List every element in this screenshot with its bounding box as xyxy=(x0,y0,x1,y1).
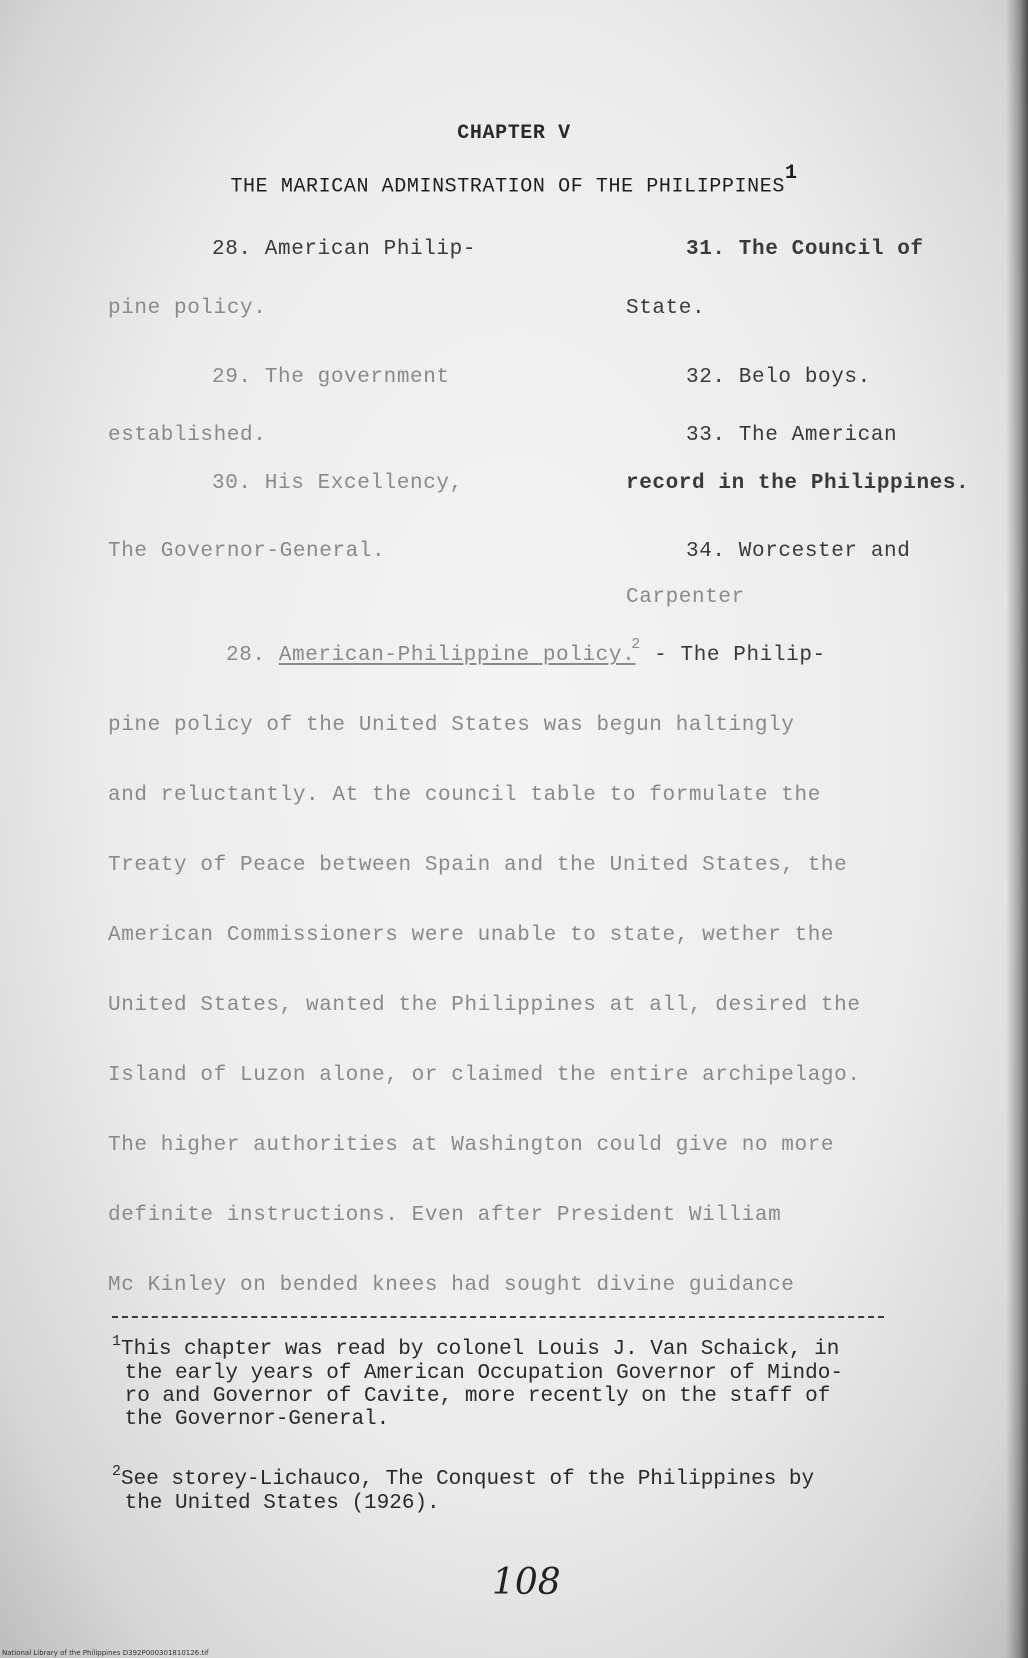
section-heading xyxy=(226,636,826,667)
scan-footer: National Library of the Philippines D392P000301810126.tif xyxy=(2,1649,209,1657)
section-title: American-Philippine policy. xyxy=(278,644,636,667)
footnote-1 xyxy=(112,1333,843,1431)
chapter-title-text: THE MARICAN ADMINSTRATION OF THE PHILIPPINES xyxy=(230,175,785,199)
body-line: and reluctantly. At the council table to formulate the xyxy=(108,784,821,807)
footnote-1-line: This chapter was read by colonel Louis J. Van Schaick, in xyxy=(121,1338,840,1361)
footnote-1-mark: 1 xyxy=(112,1333,122,1350)
toc-left-2-cont: established. xyxy=(108,424,267,447)
footnote-2-line: the United States (1926). xyxy=(112,1492,440,1515)
toc-right-4-cont: Carpenter xyxy=(626,586,745,609)
body-line: United States, wanted the Philippines at all, desired the xyxy=(108,994,861,1017)
toc-right-3-cont: record in the Philippines. xyxy=(626,472,970,495)
footnote-1-line: the early years of American Occupation Governor of Mindo- xyxy=(112,1362,843,1385)
toc-left-1-cont: pine policy. xyxy=(108,297,267,320)
scan-edge-shadow xyxy=(1006,0,1028,1658)
footnote-2 xyxy=(112,1463,815,1515)
chapter-label: CHAPTER V xyxy=(457,122,571,145)
body-line: pine policy of the United States was begun haltingly xyxy=(108,714,795,737)
section-lead: - The Philip- xyxy=(640,644,826,667)
toc-left-1-first: 28. American Philip- xyxy=(212,238,477,261)
footnote-1-line: ro and Governor of Cavite, more recently on the staff of xyxy=(112,1385,831,1408)
toc-right-3-first: 33. The American xyxy=(686,424,898,447)
section-number: 28. xyxy=(226,644,266,667)
footnote-1-line: the Governor-General. xyxy=(112,1408,390,1431)
body-line: Treaty of Peace between Spain and the United States, the xyxy=(108,854,848,877)
chapter-title xyxy=(0,162,1028,199)
footnote-2-line: See storey-Lichauco, The Conquest of the Philippines by xyxy=(121,1468,815,1491)
toc-left-2-first: 29. The government xyxy=(212,366,450,389)
page-number: 108 xyxy=(492,1562,561,1603)
footnote-separator xyxy=(112,1316,884,1318)
section-footnote-mark: 2 xyxy=(631,636,641,653)
toc-left-3-first: 30. His Excellency, xyxy=(212,472,463,495)
toc-right-4-first: 34. Worcester and xyxy=(686,540,911,563)
body-line: Mc Kinley on bended knees had sought divine guidance xyxy=(108,1274,795,1297)
toc-right-1-cont: State. xyxy=(626,297,706,320)
toc-right-2-first: 32. Belo boys. xyxy=(686,366,871,389)
body-line: Island of Luzon alone, or claimed the entire archipelago. xyxy=(108,1064,861,1087)
footnote-2-mark: 2 xyxy=(112,1463,122,1480)
toc-left-3-cont: The Governor-General. xyxy=(108,540,386,563)
title-footnote-mark: 1 xyxy=(784,162,798,185)
body-line: The higher authorities at Washington could give no more xyxy=(108,1134,835,1157)
body-line: American Commissioners were unable to state, wether the xyxy=(108,924,835,947)
toc-right-1-first: 31. The Council of xyxy=(686,238,924,261)
body-line: definite instructions. Even after President William xyxy=(108,1204,782,1227)
